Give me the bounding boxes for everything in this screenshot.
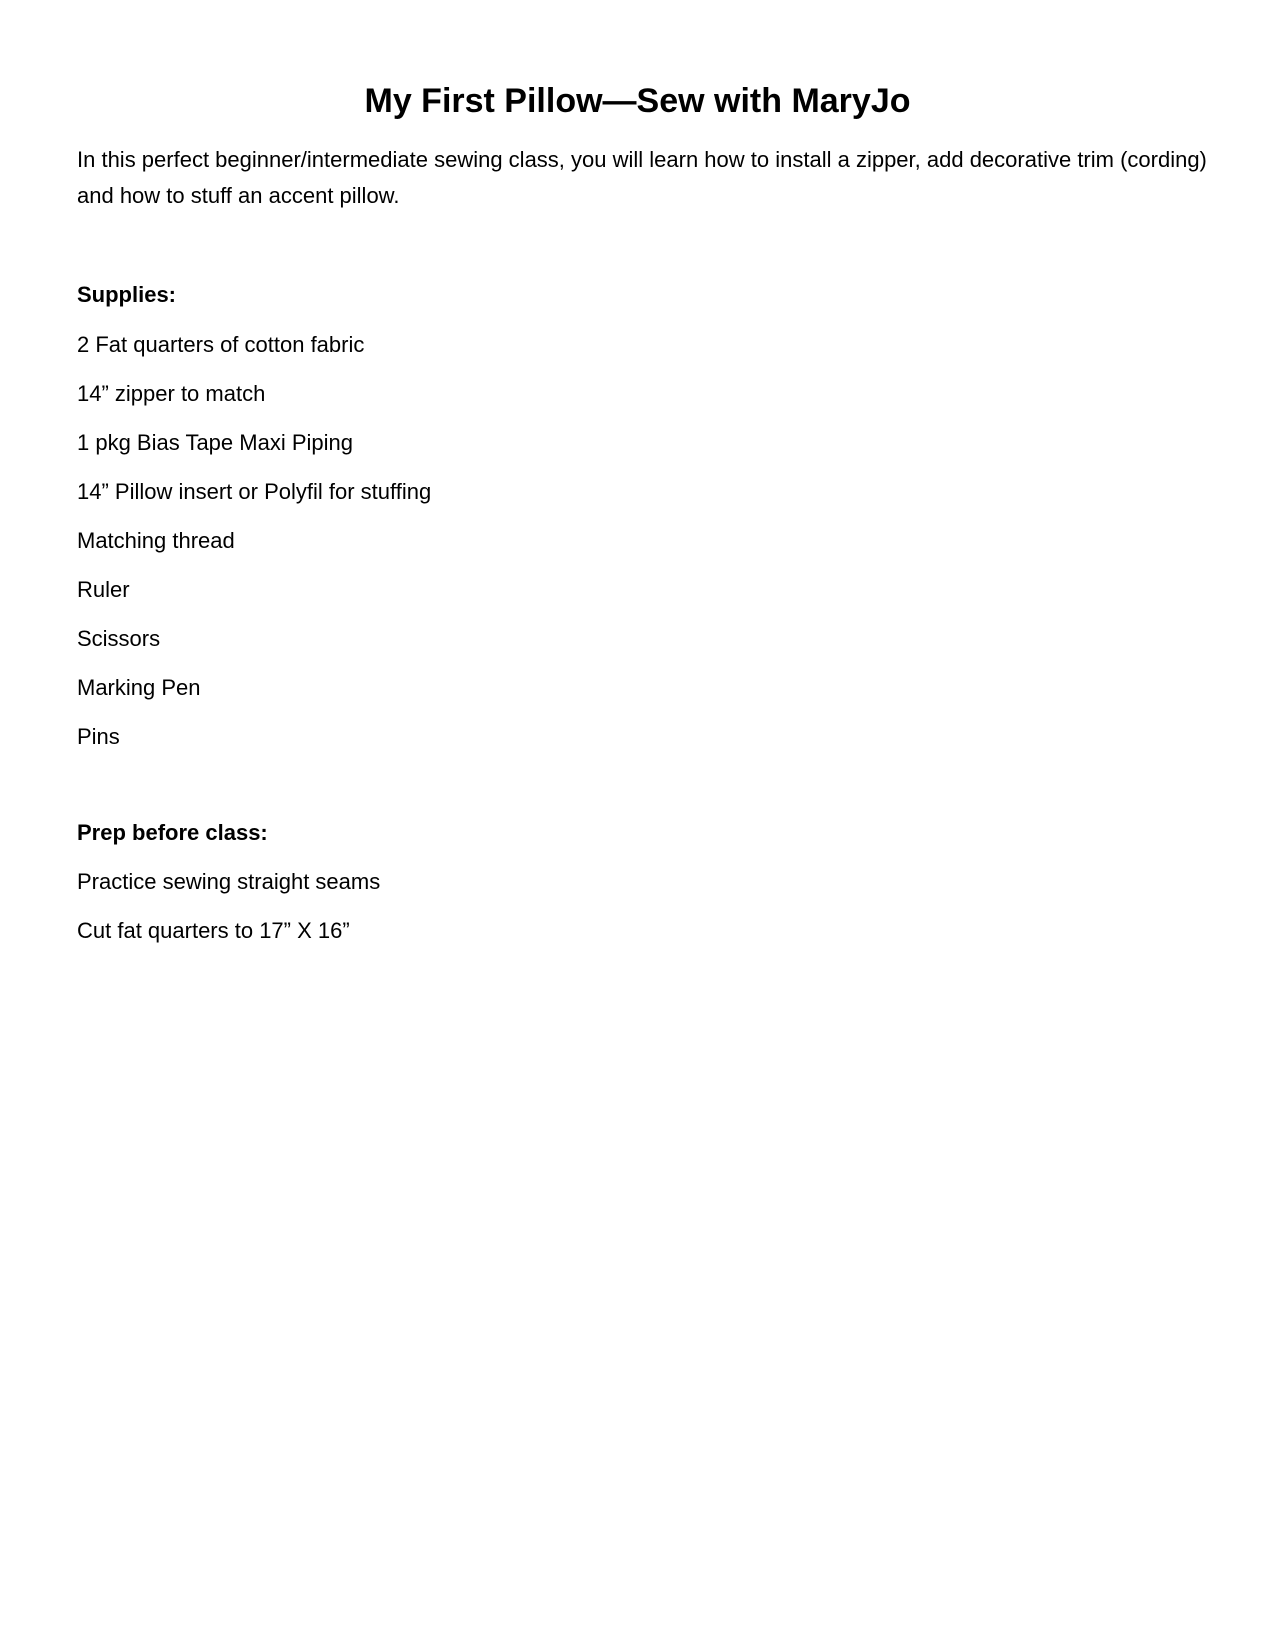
- supplies-heading: Supplies:: [77, 282, 177, 307]
- prep-heading: Prep before class:: [77, 820, 268, 845]
- prep-item: Practice sewing straight seams: [77, 869, 381, 894]
- supply-item: 2 Fat quarters of cotton fabric: [77, 332, 365, 357]
- supply-item: Matching thread: [77, 528, 235, 553]
- document-title: My First Pillow—Sew with MaryJo: [364, 82, 911, 120]
- supply-item: Scissors: [77, 626, 161, 651]
- prep-list: [77, 867, 380, 965]
- supply-item: Ruler: [77, 577, 130, 602]
- prep-item: Cut fat quarters to 17” X 16”: [77, 918, 350, 943]
- supplies-list: [77, 330, 431, 771]
- supply-item: 1 pkg Bias Tape Maxi Piping: [77, 430, 353, 455]
- supply-item: 14” zipper to match: [77, 381, 266, 406]
- supply-item: 14” Pillow insert or Polyfil for stuffing: [77, 479, 432, 504]
- intro-paragraph: In this perfect beginner/intermediate sewing class, you will learn how to install a zipper, add decorative trim (cording) and how to stuff an accent pillow.: [77, 147, 1207, 208]
- supply-item: Pins: [77, 724, 120, 749]
- supply-item: Marking Pen: [77, 675, 201, 700]
